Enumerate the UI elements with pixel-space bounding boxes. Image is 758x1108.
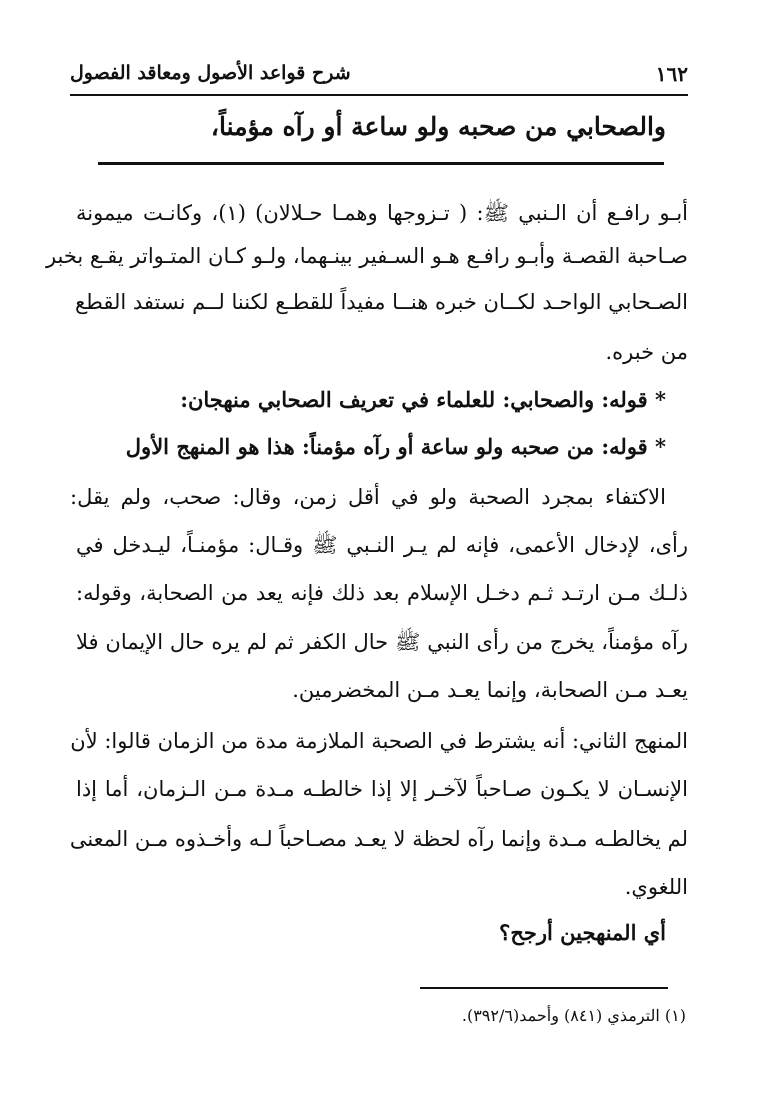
body-line-11: يعـد مـن الصحابة، وإنما يعـد مـن المخضرمين.	[292, 678, 688, 702]
page-number: ١٦٢	[655, 62, 688, 86]
page-header	[70, 62, 688, 92]
matn-divider	[98, 162, 664, 165]
body-line-12: المنهج الثاني: أنه يشترط في الصحبة الملازمة مدة من الزمان قالوا: لأن	[70, 729, 688, 753]
header-divider	[70, 94, 688, 96]
body-line-8: رأى، لإدخال الأعمى، فإنه لم يـر النـبي ﷺ وقـال: مؤمنـاً، ليـدخل في	[76, 533, 688, 557]
running-title: شرح قواعد الأصول ومعاقد الفصول	[70, 62, 351, 84]
footnote-divider	[420, 987, 668, 989]
body-line-14: لم يخالطـه مـدة وإنما رآه لحظة لا يعـد مصـاحباً لـه وأخـذوه مـن المعنى	[69, 827, 688, 851]
commentary-heading-2: * قوله: من صحبه ولو ساعة أو رآه مؤمناً: هذا هو المنهج الأول	[125, 434, 666, 459]
body-line-7: الاكتفاء بمجرد الصحبة ولو في أقل زمن، وقال: صحب، ولم يقل:	[70, 485, 666, 509]
commentary-heading-1: * قوله: والصحابي: للعلماء في تعريف الصحابي منهجان:	[180, 387, 666, 412]
footnote: (١) الترمذي (٨٤١) وأحمد(٣٩٢/٦).	[461, 1006, 686, 1025]
body-line-3: الصـحابي الواحـد لكــان خبره هنــا مفيداً للقطـع لكننا لــم نستفد القطع	[74, 290, 688, 314]
body-line-10: رآه مؤمناً، يخرج من رأى النبي ﷺ حال الكفر ثم لم يره حال الإيمان فلا	[76, 630, 688, 654]
body-line-13: الإنسـان لا يكـون صـاحباً لآخـر إلا إذا خالطـه مـدة مـن الـزمان، أما إذا	[76, 777, 688, 801]
matn-text: والصحابي من صحبه ولو ساعة أو رآه مؤمناً،	[210, 112, 666, 141]
body-line-9: ذلـك مـن ارتـد ثـم دخـل الإسلام بعد ذلك فإنه يعد من الصحابة، وقوله:	[76, 581, 688, 605]
body-line-4: من خبره.	[605, 340, 688, 364]
body-line-2: صـاحبة القصـة وأبـو رافـع هـو السـفير بينـهما، ولـو كـان المتـواتر يقـع بخبر	[45, 244, 688, 268]
closing-question: أي المنهجين أرجح؟	[499, 920, 666, 945]
body-line-15: اللغوي.	[624, 875, 688, 899]
body-line-1: أبـو رافـع أن الـنبي ﷺ: ( تـزوجها وهمـا حـلالان) (١)، وكانـت ميمونة	[76, 201, 688, 225]
